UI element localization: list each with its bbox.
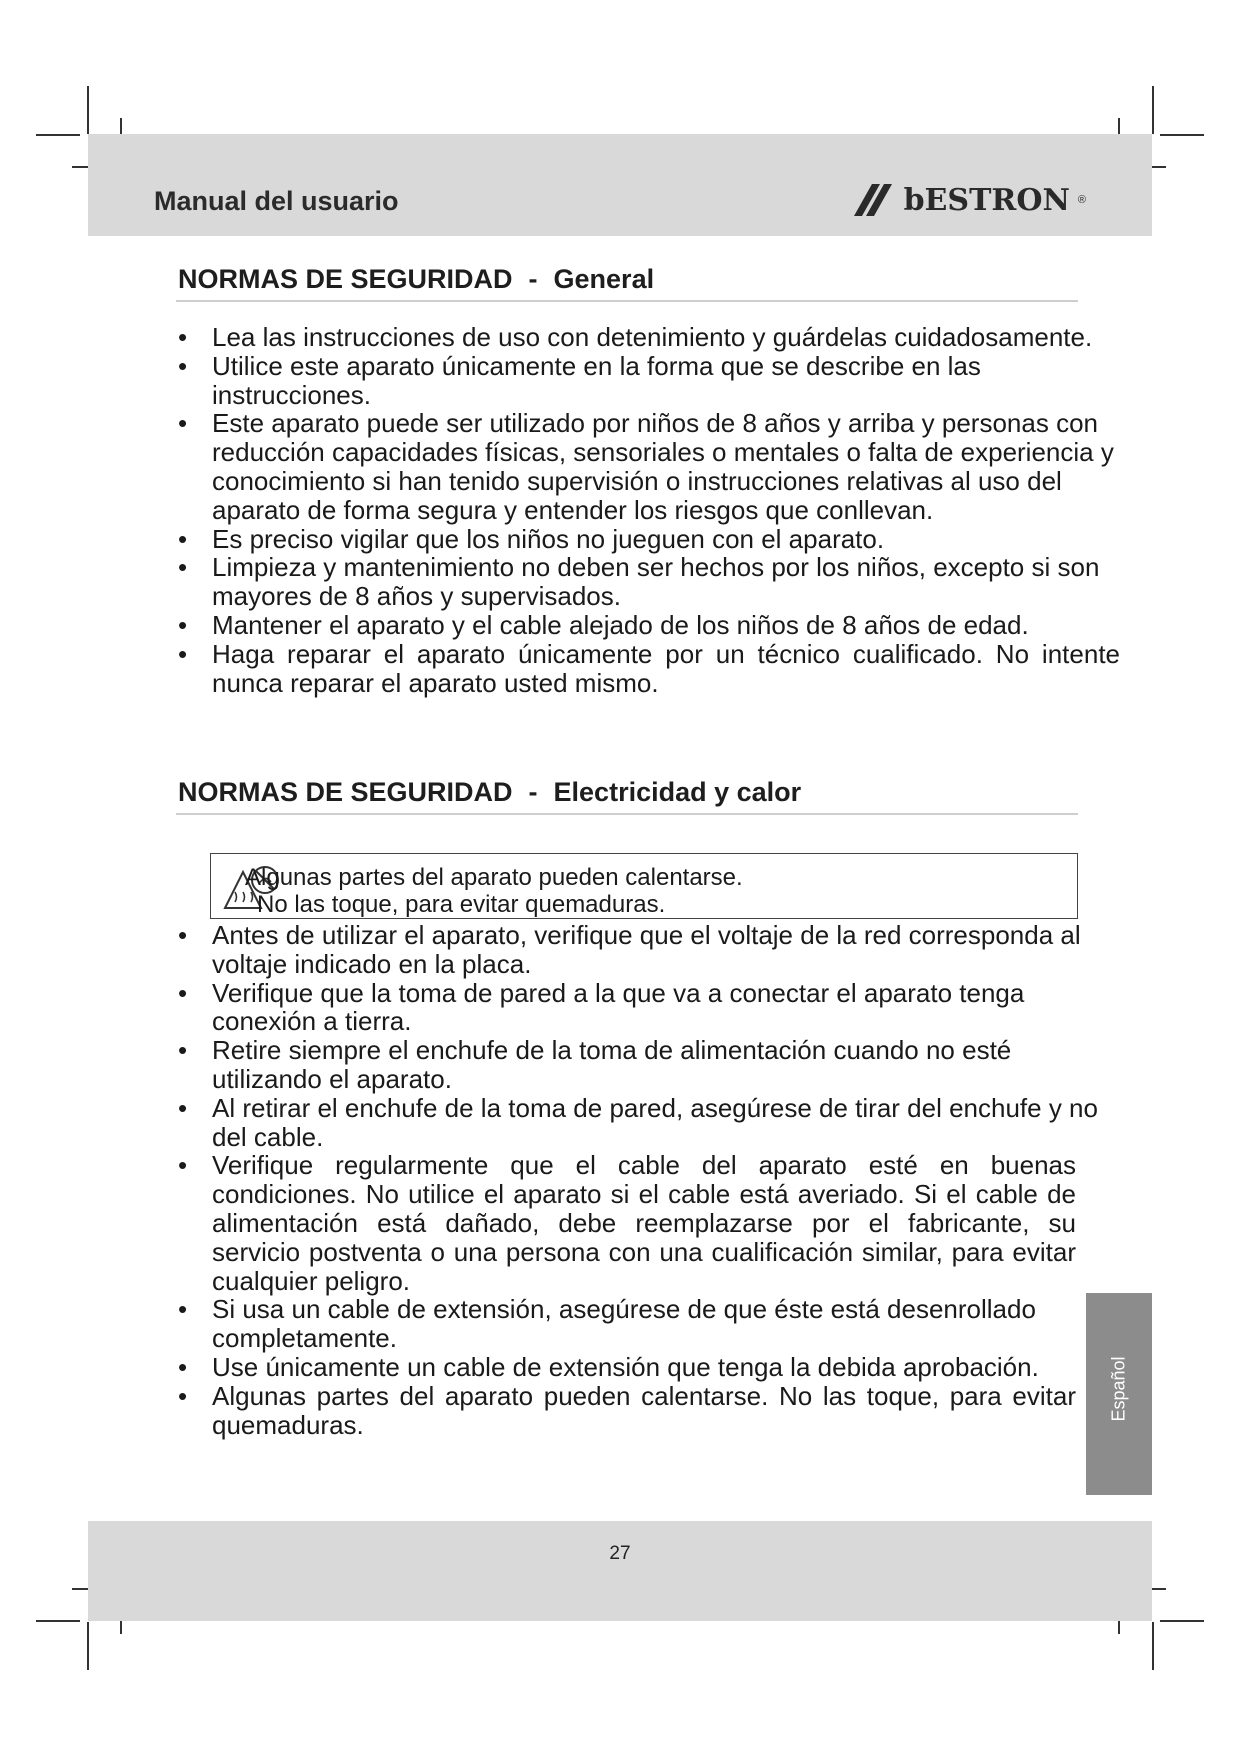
brand-name: bESTRON [903, 182, 1070, 218]
electricity-safety-list [178, 921, 1120, 1439]
list-item: • Al retirar el enchufe de la toma de pared, asegúrese de tirar del enchufe y no del cable. [178, 1094, 1120, 1152]
list-item: • Verifique que la toma de pared a la que va a conectar el aparato tenga conexión a tierra. [178, 979, 1120, 1037]
list-item: • Utilice este aparato únicamente en la forma que se describe en las instrucciones. [178, 352, 1120, 410]
list-item: • Algunas partes del aparato pueden calentarse. No las toque, para evitar quemaduras. [178, 1382, 1120, 1440]
crop-mark [87, 1622, 89, 1670]
section-heading-separator: - [528, 777, 538, 807]
language-label: Español [1108, 1356, 1129, 1422]
section-divider [176, 813, 1078, 815]
header-title: Manual del usuario [154, 186, 399, 216]
list-item: • Es preciso vigilar que los niños no jueguen con el aparato. [178, 525, 1120, 554]
section-heading-sub: General [553, 264, 655, 294]
page-header [88, 134, 1152, 236]
section-heading-general [178, 264, 1078, 295]
list-item: • Retire siempre el enchufe de la toma de alimentación cuando no esté utilizando el aparato. [178, 1036, 1120, 1094]
section-heading-separator: - [528, 264, 538, 294]
warning-text-line: Algunas partes del aparato pueden calentarse. [245, 864, 743, 891]
brand-logo [850, 180, 1086, 220]
section-divider [176, 300, 1078, 302]
general-safety-list [178, 323, 1120, 697]
language-side-tab [1086, 1293, 1152, 1495]
section-heading-main: NORMAS DE SEGURIDAD [178, 264, 513, 294]
crop-mark [1152, 1622, 1154, 1670]
page-footer [88, 1521, 1152, 1621]
brand-chevron-icon [850, 182, 896, 218]
list-item: • Mantener el aparato y el cable alejado de los niños de 8 años de edad. [178, 611, 1120, 640]
list-item: • Antes de utilizar el aparato, verifique que el voltaje de la red corresponda al voltaje indicado en la placa. [178, 921, 1120, 979]
page-number: 27 [609, 1543, 631, 1564]
section-heading-sub: Electricidad y calor [553, 777, 802, 807]
crop-mark [87, 86, 89, 134]
warning-text-line: No las toque, para evitar quemaduras. [257, 891, 666, 918]
list-item: • Este aparato puede ser utilizado por niños de 8 años y arriba y personas con reducción capacidades físicas, sensoriales o mentales o falta de experiencia y conocimiento si han tenido supervisión o instrucciones relativas al uso del aparato de forma segura y entender los riesgos que conllevan. [178, 409, 1120, 524]
section-heading-main: NORMAS DE SEGURIDAD [178, 777, 513, 807]
list-item: • Si usa un cable de extensión, asegúrese de que éste está desenrollado completamente. [178, 1295, 1120, 1353]
crop-mark [1152, 86, 1154, 134]
list-item: • Verifique regularmente que el cable del aparato esté en buenas condiciones. No utilice el aparato si el cable está averiado. Si el cable de alimentación está dañado, debe reemplazarse por el fabricante, su servicio postventa o una persona con una cualificación similar, para evitar cualquier peligro. [178, 1151, 1120, 1295]
list-item: • Haga reparar el aparato únicamente por un técnico cualificado. No intente nunca reparar el aparato usted mismo. [178, 640, 1120, 698]
crop-mark [36, 1620, 80, 1622]
crop-mark [36, 134, 80, 136]
brand-registered-mark: ® [1077, 194, 1086, 206]
section-heading-electricity [178, 777, 1078, 808]
hot-surface-warning [210, 853, 1078, 919]
list-item: • Lea las instrucciones de uso con detenimiento y guárdelas cuidadosamente. [178, 323, 1120, 352]
list-item: • Limpieza y mantenimiento no deben ser hechos por los niños, excepto si son mayores de 8 años y supervisados. [178, 553, 1120, 611]
list-item: • Use únicamente un cable de extensión que tenga la debida aprobación. [178, 1353, 1120, 1382]
crop-mark [1160, 134, 1204, 136]
crop-mark [1160, 1620, 1204, 1622]
